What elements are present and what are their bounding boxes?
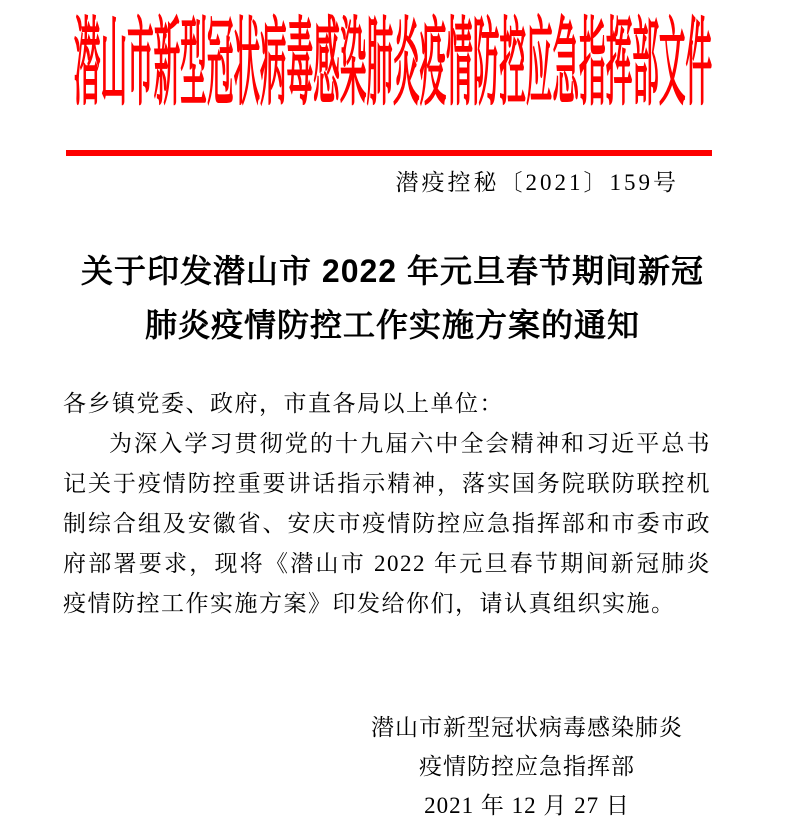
document-body <box>63 384 711 624</box>
body-paragraph: 为深入学习贯彻党的十九届六中全会精神和习近平总书记关于疫情防控重要讲话指示精神，落实国务院联防联控机制综合组及安徽省、安庆市疫情防控应急指挥部和市委市政府部署要求，现将《潜山市 2022 年元旦春节期间新冠肺炎疫情防控工作实施方案》印发给你们，请认真组织实施。 <box>63 431 711 616</box>
signature-org-line-2: 疫情防控应急指挥部 <box>419 754 635 779</box>
signature-block <box>367 708 687 825</box>
document-title <box>0 244 785 352</box>
signature-org-line-1: 潜山市新型冠状病毒感染肺炎 <box>371 715 683 740</box>
signature-date: 2021 年 12 月 27 日 <box>424 793 630 818</box>
red-separator-line <box>66 150 712 156</box>
red-header-band <box>0 12 785 122</box>
document-title-line-1: 关于印发潜山市 2022 年元旦春节期间新冠 <box>81 253 704 289</box>
salutation-line: 各乡镇党委、政府，市直各局以上单位： <box>63 391 504 416</box>
document-title-line-2: 肺炎疫情防控工作实施方案的通知 <box>144 307 640 343</box>
document-reference-number: 潜疫控秘〔2021〕159号 <box>395 170 679 195</box>
issuer-masthead-title: 潜山市新型冠状病毒感染肺炎疫情防控应急指挥部文件 <box>73 10 712 117</box>
